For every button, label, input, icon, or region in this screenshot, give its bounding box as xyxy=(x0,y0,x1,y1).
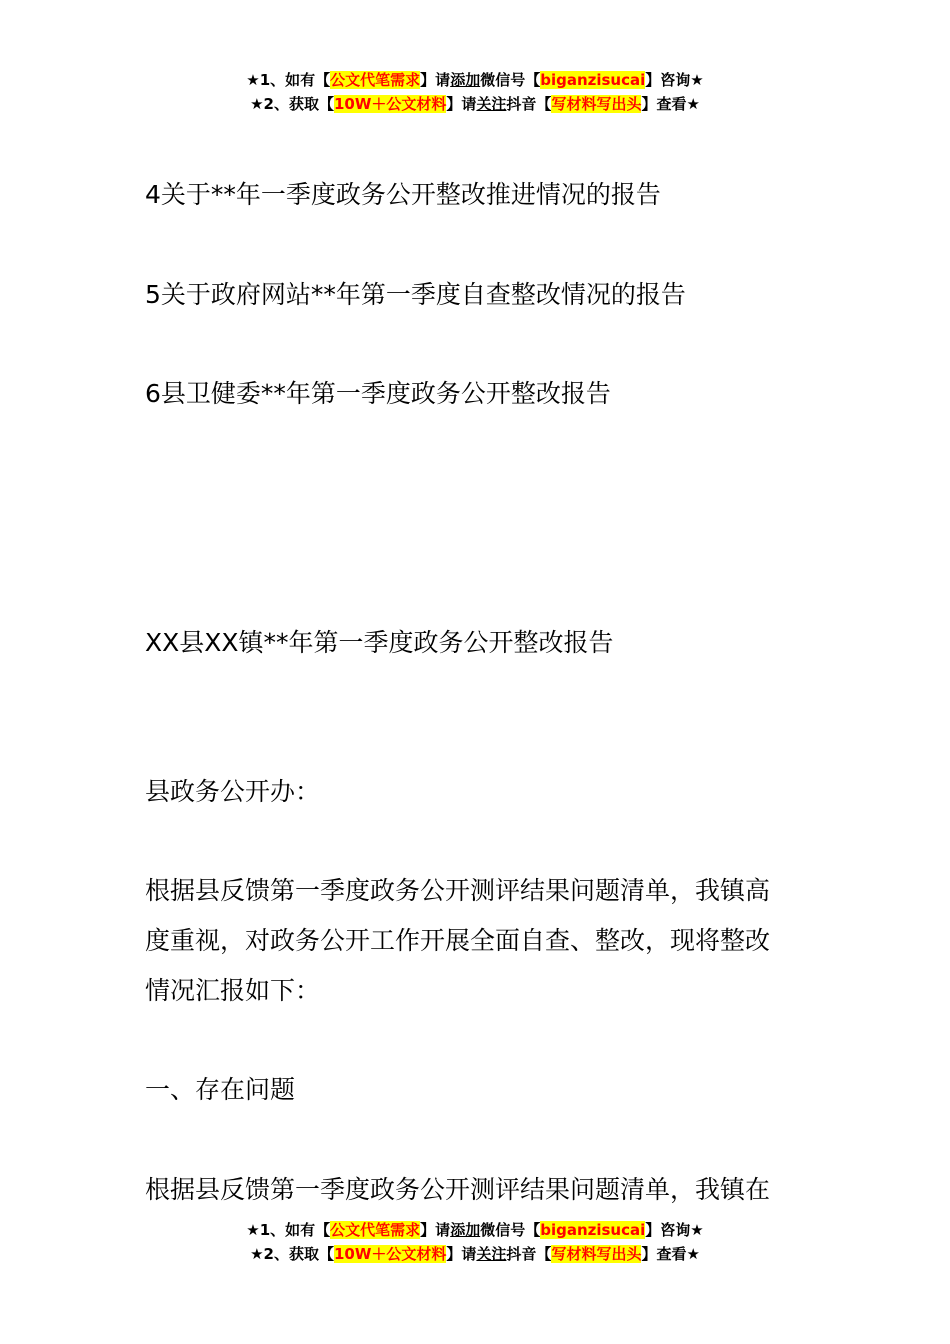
list-item: 4关于**年一季度政务公开整改推进情况的报告 xyxy=(145,180,661,209)
highlight-materials: 10W＋公文材料 xyxy=(333,95,447,113)
banner-line-2: ★2、获取【10W＋公文材料】请关注抖音【写材料写出头】查看★ xyxy=(250,1245,700,1263)
banner-line-1: ★1、如有【公文代笔需求】请添加微信号【biganzisucai】咨询★ xyxy=(246,71,704,89)
document-title: XX县XX镇**年第一季度政务公开整改报告 xyxy=(145,628,614,657)
banner-line-2: ★2、获取【10W＋公文材料】请关注抖音【写材料写出头】查看★ xyxy=(250,95,700,113)
paragraph-line: 度重视，对政务公开工作开展全面自查、整改，现将整改 xyxy=(145,926,771,955)
salutation: 县政务公开办： xyxy=(145,777,321,806)
section-heading: 一、存在问题 xyxy=(145,1075,296,1104)
highlight-materials: 10W＋公文材料 xyxy=(333,1245,447,1263)
banner-line-1: ★1、如有【公文代笔需求】请添加微信号【biganzisucai】咨询★ xyxy=(246,1221,704,1239)
highlight-wechat-id: biganzisucai xyxy=(540,1221,646,1239)
list-item: 6县卫健委**年第一季度政务公开整改报告 xyxy=(145,379,611,408)
list-item: 5关于政府网站**年第一季度自查整改情况的报告 xyxy=(145,280,686,309)
section-paragraph-line: 根据县反馈第一季度政务公开测评结果问题清单，我镇在 xyxy=(145,1175,771,1204)
paragraph-line: 情况汇报如下： xyxy=(145,976,321,1005)
highlight-ghostwriting: 公文代笔需求 xyxy=(330,1221,421,1239)
footer-banner xyxy=(0,1218,950,1266)
highlight-douyin: 写材料写出头 xyxy=(551,95,642,113)
highlight-wechat-id: biganzisucai xyxy=(540,71,646,89)
header-banner xyxy=(0,68,950,116)
intro-paragraph xyxy=(145,866,810,1016)
highlight-ghostwriting: 公文代笔需求 xyxy=(330,71,421,89)
paragraph-line: 根据县反馈第一季度政务公开测评结果问题清单，我镇高 xyxy=(145,876,771,905)
highlight-douyin: 写材料写出头 xyxy=(551,1245,642,1263)
